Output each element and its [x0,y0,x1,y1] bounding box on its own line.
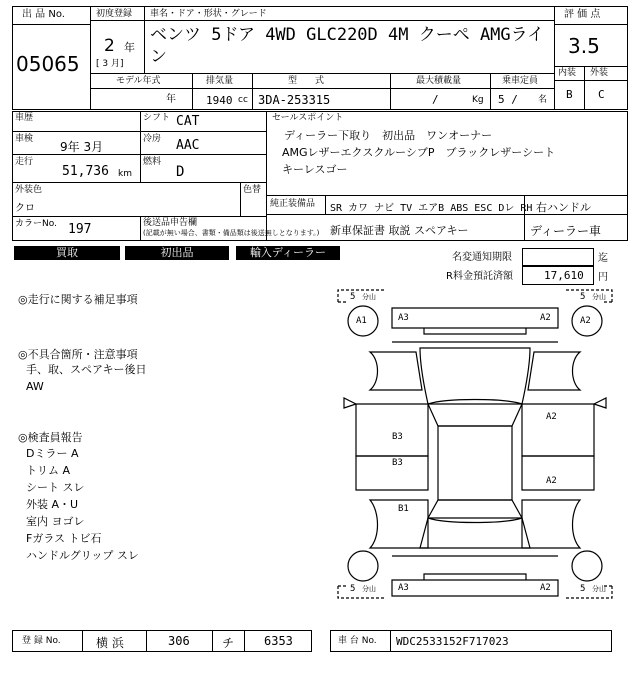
name-change-label: 名変通知期限 [452,252,512,263]
tread-rear-left-value: 5 [350,584,356,594]
capacity-unit: 名 [538,95,548,105]
max-load-value: / [432,93,439,106]
mileage-value: 51,736 [62,164,109,179]
recycle-unit: 円 [598,272,608,283]
car-name-label: 車名・ドア・形状・グレード [150,9,267,19]
type-label: 型 式 [288,76,325,86]
tread-front-left-unit: 分山 [362,293,376,301]
first-reg-month: [ 3 月] [96,59,124,69]
interior-grade: B [566,88,573,101]
sales-point-label: セールスポイント [272,113,344,123]
inspector-title: ◎検査員報告 [18,431,83,444]
capacity-value: 5 / [498,93,518,106]
inspection-label: 車検 [15,134,34,144]
left-mirror [344,398,356,408]
max-load-label: 最大積載量 [416,76,462,86]
model-year-label: モデル年式 [116,76,161,86]
wheel-rear-right [572,551,602,581]
inspector-line-6: Fガラス トビ石 [26,532,102,545]
color-no-label: カラーNo. [15,219,57,229]
name-change-unit: 迄 [598,253,608,264]
car-damage-diagram [336,286,614,604]
right-rear-door [522,456,594,490]
ac-label: 冷房 [143,134,162,144]
exterior-label: 外装 [590,68,609,78]
lot-label: 出 品 No. [22,9,65,20]
model-year-unit: 年 [166,94,176,105]
front-bumper [392,308,558,328]
fuel-label: 燃料 [143,157,162,167]
year-unit: 年 [124,41,135,54]
tread-rear-right-unit: 分山 [592,585,606,593]
post-reg-note: (記載が無い場合、書類・備品類は後送無しとなります。) [143,229,320,237]
recycle-label: R料金預託済額 [446,271,513,282]
recycle-value: 17,610 [544,269,584,282]
tread-rear-left-unit: 分山 [362,585,376,593]
inspector-line-7: ハンドルグリップ スレ [26,549,139,562]
inspector-line-1: Dミラー A [26,447,79,460]
tread-front-right-unit: 分山 [592,293,606,301]
exterior-grade: C [598,88,605,101]
left-front-fender [370,352,422,390]
inspector-line-2: トリム A [26,464,71,477]
defects-title: ◎不具合箇所・注意事項 [18,348,138,361]
dealer-car: ディーラー車 [530,224,602,238]
post-reg-label: 後送品申告欄 [143,218,198,228]
front-bumper-inner [424,328,526,334]
right-mirror [594,398,606,408]
type-code: 3DA-253315 [258,93,331,107]
damage-wheel-fr: A2 [580,316,591,326]
chassis-number: WDC2533152F717023 [396,635,509,648]
damage-right-front-door: A2 [546,412,557,422]
warranty-items: 新車保証書 取説 スペアキー [330,224,469,237]
inspector-line-4: 外装 A・U [26,498,79,511]
tread-front-right-value: 5 [580,292,586,302]
max-load-unit: Kg [472,95,484,105]
tag-buyout: 買取 [14,246,120,260]
first-reg-label: 初度登録 [96,9,133,19]
damage-left-front-door: B3 [392,432,403,442]
fuel-value: D [176,164,185,180]
left-front-door [356,404,428,456]
damage-left-rear-door: B3 [392,458,403,468]
tag-first-listing: 初出品 [125,246,229,260]
displacement-label: 排気量 [206,76,234,86]
chassis-label: 車 台 No. [338,636,377,646]
right-front-door [522,404,594,456]
eval-label: 評 価 点 [564,9,601,20]
damage-right-rear-door: A2 [546,476,557,486]
color-change-label: 色替 [243,185,262,195]
displacement-unit: cc [238,95,248,105]
rear-bumper-inner [424,574,526,580]
capacity-label: 乗車定員 [502,76,539,86]
mileage-unit: km [118,169,132,179]
ac-value: AAC [176,138,200,153]
inspection-value: 9年 3月 [60,140,104,154]
right-rear-fender [522,500,580,548]
damage-front-bumper-right: A2 [540,313,551,323]
reg-class: 306 [168,634,190,648]
sales-line-3: キーレスゴー [282,163,348,176]
displacement-value: 1940 [206,94,233,107]
reg-label: 登 録 No. [22,636,61,646]
reg-area: 横 浜 [96,636,124,650]
lot-number: 05065 [16,52,80,76]
history-label: 車歴 [15,113,34,123]
equipment-label: 純正装備品 [270,199,316,209]
damage-rear-bumper-right: A2 [540,583,551,593]
right-front-fender [528,352,580,390]
damage-front-bumper-left: A3 [398,313,409,323]
shift-value: CAT [176,114,200,129]
roof [438,426,512,500]
mileage-label: 走行 [15,157,34,167]
tag-import-dealer: 輸入ディーラー [236,246,340,260]
sales-line-2: AMGレザーエクスクルーシブP ブラックレザーシート [282,146,556,159]
handle-side: 右ハンドル [536,201,591,214]
sales-line-1: ディーラー下取り 初出品 ワンオーナー [284,129,493,142]
inspector-line-5: 室内 ヨゴレ [26,515,85,528]
ext-color-value: クロ [15,203,35,214]
rear-bumper [392,580,558,596]
rear-window [428,500,522,523]
damage-left-rear-fender: B1 [398,504,409,514]
hood [420,348,530,404]
shift-label: シフト [143,113,171,123]
driving-notes-title: ◎走行に関する補足事項 [18,293,138,306]
reg-number: 6353 [264,634,293,648]
defects-line-1: 手、取、スペアキー後日 [26,363,147,376]
ext-color-label: 外装色 [15,185,43,195]
tread-rear-right-value: 5 [580,584,586,594]
damage-rear-bumper-left: A3 [398,583,409,593]
reg-kana: チ [222,636,235,650]
interior-label: 内装 [558,68,577,78]
equipment-items: SR カワ ナビ TV エアB ABS ESC Dレ RH [330,203,533,214]
damage-wheel-fl: A1 [356,316,367,326]
wheel-rear-left [348,551,378,581]
name-change-box [522,248,594,266]
car-name: ベンツ 5ドア 4WD GLC220D 4M クーペ AMGライン [150,25,545,67]
color-no-value: 197 [68,222,92,237]
inspector-line-3: シート スレ [26,481,85,494]
eval-score: 3.5 [568,34,600,58]
first-reg-year: 2 [104,36,115,56]
tread-front-left-value: 5 [350,292,356,302]
defects-line-2: AW [26,380,44,393]
